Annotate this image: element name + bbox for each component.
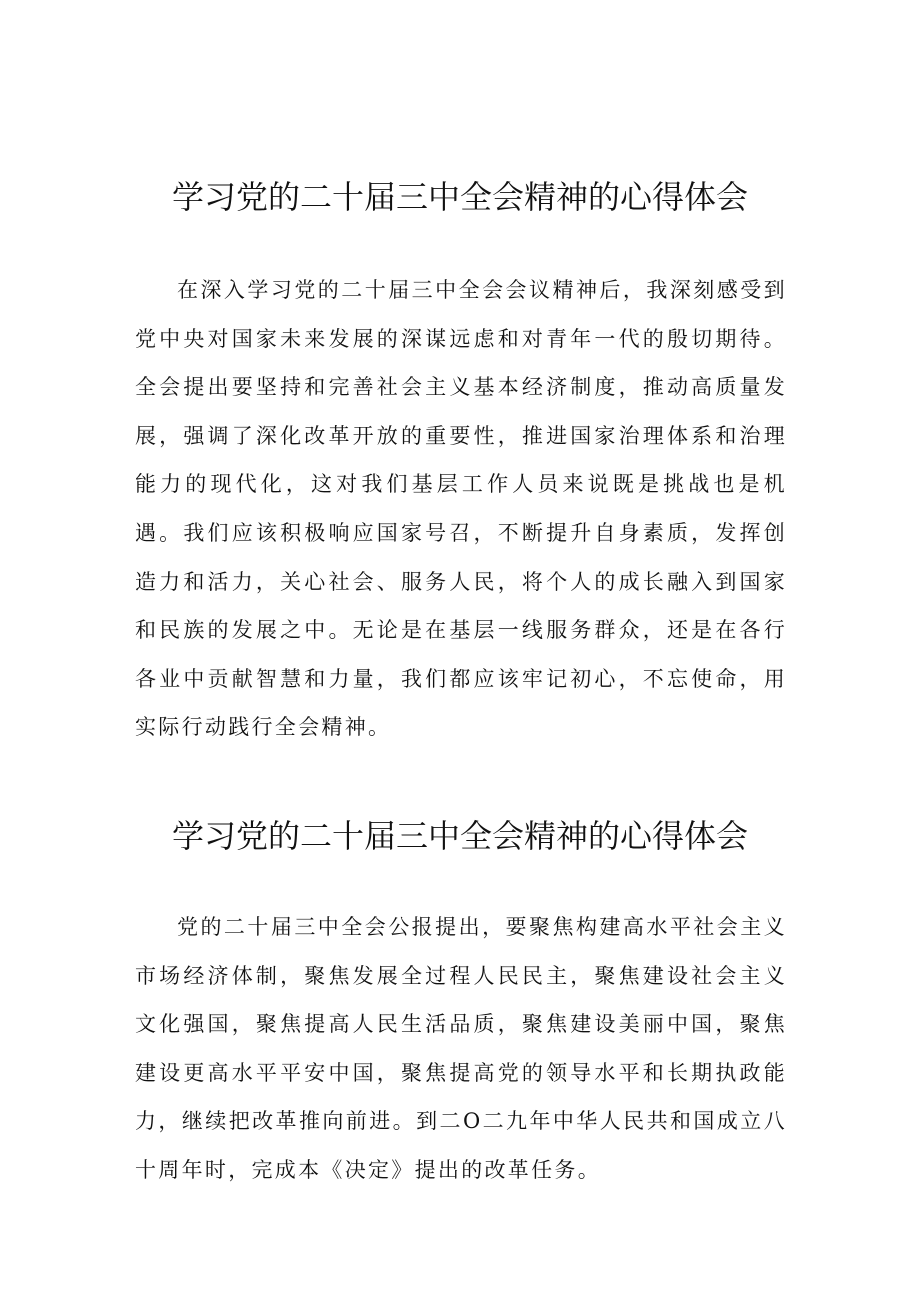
section-paragraph: 在深入学习党的二十届三中全会会议精神后，我深刻感受到党中央对国家未来发展的深谋远虑和对青年一代的殷切期待。全会提出要坚持和完善社会主义基本经济制度，推动高质量发展，强调了深化改革开放的重要性，推进国家治理体系和治理能力的现代化，这对我们基层工作人员来说既是挑战也是机遇。我们应该积极响应国家号召，不断提升自身素质，发挥创造力和活力，关心社会、服务人民，将个人的成长融入到国家和民族的发展之中。无论是在基层一线服务群众，还是在各行各业中贡献智慧和力量，我们都应该牢记初心，不忘使命，用实际行动践行全会精神。 [135,278,787,740]
section-title: 学习党的二十届三中全会精神的心得体会 [171,178,748,216]
section-paragraph: 党的二十届三中全会公报提出，要聚焦构建高水平社会主义市场经济体制，聚焦发展全过程人民民主，聚焦建设社会主义文化强国，聚焦提高人民生活品质，聚焦建设美丽中国，聚焦建设更高水平平安中国，聚焦提高党的领导水平和长期执政能力，继续把改革推向前进。到二O二九年中华人民共和国成立八十周年时，完成本《决定》提出的改革任务。 [135,915,787,1182]
section-title: 学习党的二十届三中全会精神的心得体会 [171,817,748,855]
